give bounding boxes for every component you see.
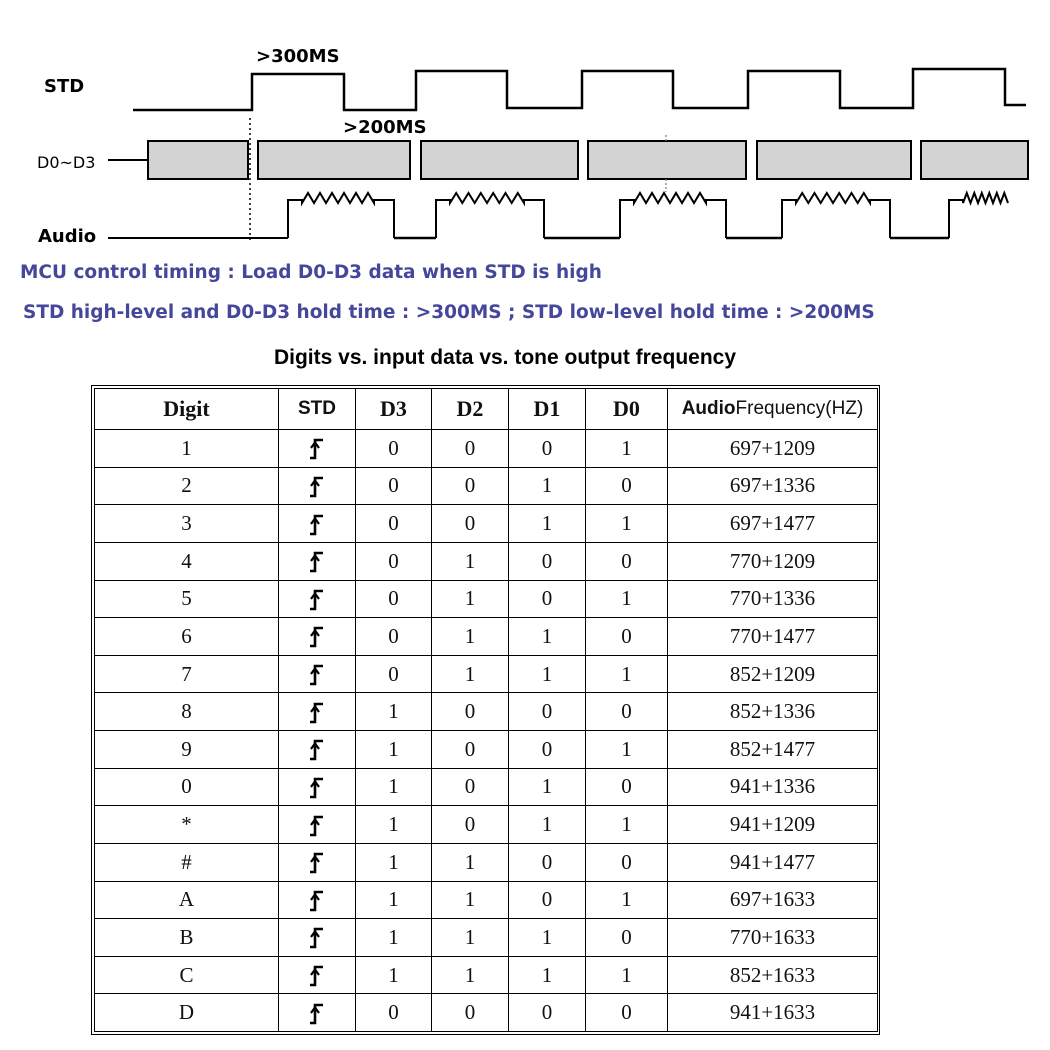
header-d3: D3 bbox=[356, 389, 432, 430]
cell-d2: 1 bbox=[432, 956, 509, 994]
cell-std bbox=[279, 618, 356, 656]
cell-d0: 1 bbox=[586, 580, 668, 618]
rising-edge-arrow-icon bbox=[307, 548, 327, 574]
cell-d0: 0 bbox=[586, 467, 668, 505]
cell-frequency: 770+1477 bbox=[668, 618, 878, 656]
timing-note-load: MCU control timing : Load D0-D3 data when STD is high bbox=[20, 262, 602, 283]
cell-frequency: 770+1336 bbox=[668, 580, 878, 618]
cell-d2: 0 bbox=[432, 467, 509, 505]
cell-d1: 0 bbox=[509, 843, 586, 881]
table-row bbox=[95, 542, 878, 580]
cell-frequency: 941+1633 bbox=[668, 994, 878, 1032]
audio-burst-5 bbox=[949, 193, 1008, 238]
data-block-6 bbox=[921, 141, 1028, 179]
cell-d0: 0 bbox=[586, 768, 668, 806]
rising-edge-arrow-icon bbox=[307, 962, 327, 988]
cell-std bbox=[279, 505, 356, 543]
cell-digit: 6 bbox=[95, 618, 279, 656]
data-bus-label: D0~D3 bbox=[37, 153, 96, 172]
cell-frequency: 697+1633 bbox=[668, 881, 878, 919]
cell-d3: 0 bbox=[356, 994, 432, 1032]
cell-d0: 0 bbox=[586, 542, 668, 580]
timing-note-hold: STD high-level and D0-D3 hold time : >300MS ; STD low-level hold time : >200MS bbox=[23, 302, 875, 323]
header-frequency bbox=[668, 389, 878, 430]
frequency-table bbox=[94, 388, 878, 1032]
table-row bbox=[95, 843, 878, 881]
cell-digit: 4 bbox=[95, 542, 279, 580]
header-frequency-rest: Frequency(HZ) bbox=[735, 398, 864, 419]
cell-std bbox=[279, 693, 356, 731]
audio-burst-1 bbox=[288, 193, 394, 238]
table-row bbox=[95, 618, 878, 656]
cell-d2: 0 bbox=[432, 806, 509, 844]
cell-frequency: 697+1336 bbox=[668, 467, 878, 505]
rising-edge-arrow-icon bbox=[307, 586, 327, 612]
cell-std bbox=[279, 655, 356, 693]
cell-digit: 0 bbox=[95, 768, 279, 806]
cell-d1: 1 bbox=[509, 467, 586, 505]
cell-std bbox=[279, 881, 356, 919]
cell-d0: 1 bbox=[586, 655, 668, 693]
cell-digit: * bbox=[95, 806, 279, 844]
cell-frequency: 697+1209 bbox=[668, 430, 878, 468]
cell-d1: 0 bbox=[509, 881, 586, 919]
cell-d3: 0 bbox=[356, 505, 432, 543]
cell-d1: 0 bbox=[509, 430, 586, 468]
table-row bbox=[95, 580, 878, 618]
cell-d0: 1 bbox=[586, 806, 668, 844]
cell-d0: 1 bbox=[586, 731, 668, 769]
cell-frequency: 941+1477 bbox=[668, 843, 878, 881]
rising-edge-arrow-icon bbox=[307, 849, 327, 875]
cell-d3: 1 bbox=[356, 919, 432, 957]
cell-d2: 0 bbox=[432, 505, 509, 543]
header-frequency-bold: Audio bbox=[681, 398, 736, 419]
timing-diagram bbox=[0, 0, 1050, 255]
cell-d2: 1 bbox=[432, 881, 509, 919]
cell-d2: 1 bbox=[432, 919, 509, 957]
rising-edge-arrow-icon bbox=[307, 699, 327, 725]
cell-d0: 1 bbox=[586, 430, 668, 468]
cell-d3: 0 bbox=[356, 655, 432, 693]
cell-frequency: 941+1209 bbox=[668, 806, 878, 844]
cell-d3: 1 bbox=[356, 806, 432, 844]
cell-d3: 0 bbox=[356, 580, 432, 618]
cell-digit: 5 bbox=[95, 580, 279, 618]
cell-d3: 0 bbox=[356, 430, 432, 468]
cell-d2: 1 bbox=[432, 843, 509, 881]
cell-d1: 0 bbox=[509, 580, 586, 618]
rising-edge-arrow-icon bbox=[307, 924, 327, 950]
table-row bbox=[95, 768, 878, 806]
table-row bbox=[95, 881, 878, 919]
rising-edge-arrow-icon bbox=[307, 435, 327, 461]
cell-digit: 3 bbox=[95, 505, 279, 543]
audio-waveform bbox=[108, 193, 1008, 238]
cell-d1: 0 bbox=[509, 994, 586, 1032]
cell-d1: 0 bbox=[509, 693, 586, 731]
cell-d2: 1 bbox=[432, 542, 509, 580]
data-block-4 bbox=[588, 141, 746, 179]
cell-d3: 1 bbox=[356, 843, 432, 881]
rising-edge-arrow-icon bbox=[307, 736, 327, 762]
cell-std bbox=[279, 430, 356, 468]
table-row bbox=[95, 467, 878, 505]
cell-d1: 1 bbox=[509, 956, 586, 994]
data-block-3 bbox=[421, 141, 578, 179]
cell-d0: 0 bbox=[586, 618, 668, 656]
cell-digit: 9 bbox=[95, 731, 279, 769]
table-row bbox=[95, 994, 878, 1032]
rising-edge-arrow-icon bbox=[307, 661, 327, 687]
table-row bbox=[95, 806, 878, 844]
table-header-row bbox=[95, 389, 878, 430]
cell-d3: 0 bbox=[356, 467, 432, 505]
data-block-5 bbox=[757, 141, 911, 179]
rising-edge-arrow-icon bbox=[307, 887, 327, 913]
header-digit: Digit bbox=[95, 389, 279, 430]
cell-d2: 0 bbox=[432, 994, 509, 1032]
cell-d3: 1 bbox=[356, 731, 432, 769]
rising-edge-arrow-icon bbox=[307, 774, 327, 800]
table-row bbox=[95, 430, 878, 468]
cell-std bbox=[279, 956, 356, 994]
rising-edge-arrow-icon bbox=[307, 473, 327, 499]
cell-std bbox=[279, 580, 356, 618]
std-trace bbox=[133, 69, 1026, 110]
cell-digit: 2 bbox=[95, 467, 279, 505]
cell-d2: 0 bbox=[432, 693, 509, 731]
cell-frequency: 852+1633 bbox=[668, 956, 878, 994]
data-bus-blocks bbox=[108, 141, 1028, 179]
cell-digit: 7 bbox=[95, 655, 279, 693]
rising-edge-arrow-icon bbox=[307, 623, 327, 649]
cell-frequency: 852+1477 bbox=[668, 731, 878, 769]
table-row bbox=[95, 731, 878, 769]
cell-std bbox=[279, 843, 356, 881]
cell-d2: 1 bbox=[432, 618, 509, 656]
cell-d2: 1 bbox=[432, 580, 509, 618]
cell-d2: 0 bbox=[432, 731, 509, 769]
cell-frequency: 770+1633 bbox=[668, 919, 878, 957]
cell-frequency: 941+1336 bbox=[668, 768, 878, 806]
cell-digit: D bbox=[95, 994, 279, 1032]
low-time-annotation: >200MS bbox=[343, 117, 427, 138]
cell-d1: 1 bbox=[509, 768, 586, 806]
cell-digit: B bbox=[95, 919, 279, 957]
cell-std bbox=[279, 768, 356, 806]
cell-d1: 0 bbox=[509, 731, 586, 769]
cell-digit: C bbox=[95, 956, 279, 994]
rising-edge-arrow-icon bbox=[307, 1000, 327, 1026]
cell-d1: 1 bbox=[509, 618, 586, 656]
cell-std bbox=[279, 806, 356, 844]
frequency-table-frame bbox=[91, 385, 880, 1035]
cell-frequency: 852+1336 bbox=[668, 693, 878, 731]
audio-signal-label: Audio bbox=[38, 226, 97, 247]
header-d2: D2 bbox=[432, 389, 509, 430]
cell-d2: 0 bbox=[432, 768, 509, 806]
cell-d0: 0 bbox=[586, 994, 668, 1032]
cell-d1: 1 bbox=[509, 655, 586, 693]
cell-frequency: 852+1209 bbox=[668, 655, 878, 693]
header-std: STD bbox=[279, 389, 356, 430]
cell-frequency: 697+1477 bbox=[668, 505, 878, 543]
cell-std bbox=[279, 919, 356, 957]
cell-d1: 0 bbox=[509, 542, 586, 580]
cell-d0: 0 bbox=[586, 693, 668, 731]
table-title: Digits vs. input data vs. tone output frequency bbox=[273, 346, 737, 369]
cell-d0: 1 bbox=[586, 505, 668, 543]
audio-burst-3 bbox=[620, 193, 726, 238]
cell-std bbox=[279, 994, 356, 1032]
cell-d3: 1 bbox=[356, 881, 432, 919]
cell-d3: 1 bbox=[356, 693, 432, 731]
cell-d3: 0 bbox=[356, 618, 432, 656]
header-d0: D0 bbox=[586, 389, 668, 430]
std-waveform bbox=[133, 69, 1026, 110]
table-row bbox=[95, 655, 878, 693]
cell-d2: 1 bbox=[432, 655, 509, 693]
cell-d3: 1 bbox=[356, 956, 432, 994]
table-row bbox=[95, 956, 878, 994]
cell-d0: 1 bbox=[586, 956, 668, 994]
audio-burst-2 bbox=[436, 193, 544, 238]
cell-d3: 0 bbox=[356, 542, 432, 580]
high-time-annotation: >300MS bbox=[256, 46, 340, 67]
cell-d0: 0 bbox=[586, 843, 668, 881]
cell-digit: A bbox=[95, 881, 279, 919]
table-row bbox=[95, 693, 878, 731]
std-signal-label: STD bbox=[44, 76, 85, 97]
cell-d0: 0 bbox=[586, 919, 668, 957]
header-d1: D1 bbox=[509, 389, 586, 430]
cell-std bbox=[279, 467, 356, 505]
cell-digit: # bbox=[95, 843, 279, 881]
cell-std bbox=[279, 731, 356, 769]
cell-std bbox=[279, 542, 356, 580]
cell-d2: 0 bbox=[432, 430, 509, 468]
audio-burst-4 bbox=[782, 193, 890, 238]
cell-frequency: 770+1209 bbox=[668, 542, 878, 580]
rising-edge-arrow-icon bbox=[307, 812, 327, 838]
cell-d3: 1 bbox=[356, 768, 432, 806]
cell-d1: 1 bbox=[509, 919, 586, 957]
data-block-2 bbox=[258, 141, 410, 179]
table-body bbox=[95, 430, 878, 1032]
rising-edge-arrow-icon bbox=[307, 511, 327, 537]
table-row bbox=[95, 505, 878, 543]
cell-d0: 1 bbox=[586, 881, 668, 919]
cell-d1: 1 bbox=[509, 806, 586, 844]
cell-digit: 1 bbox=[95, 430, 279, 468]
cell-d1: 1 bbox=[509, 505, 586, 543]
table-row bbox=[95, 919, 878, 957]
data-block-1 bbox=[148, 141, 248, 179]
cell-digit: 8 bbox=[95, 693, 279, 731]
